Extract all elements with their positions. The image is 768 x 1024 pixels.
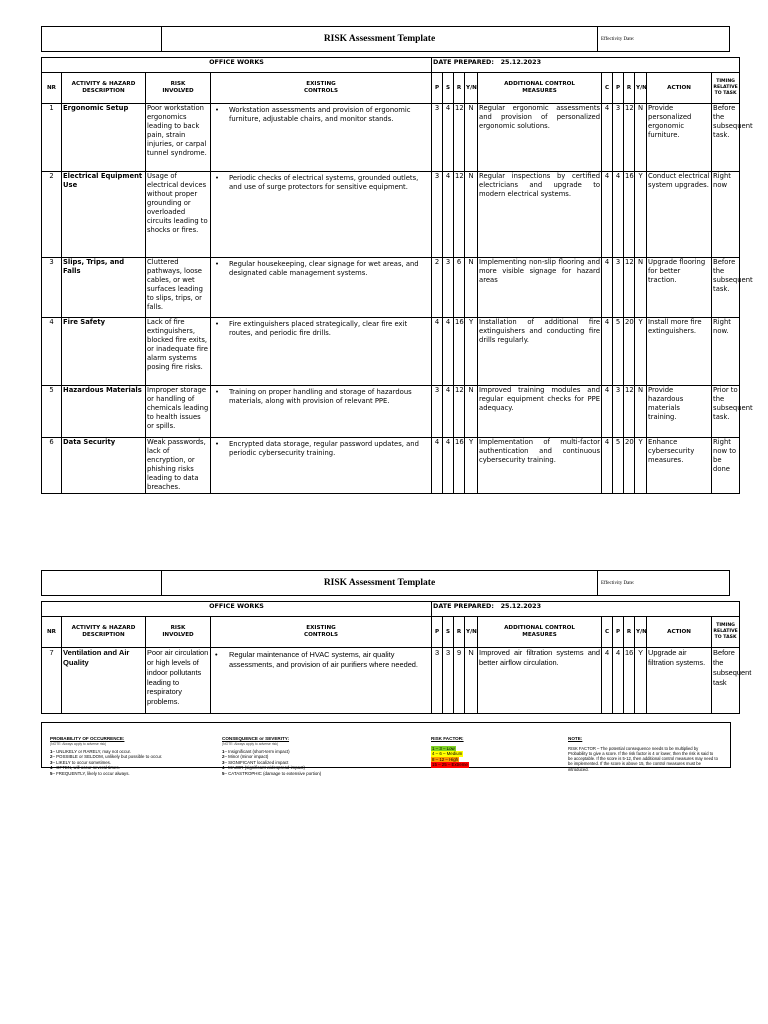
date-prepared-value: 25.12.2023 — [500, 58, 542, 66]
col-r: R — [454, 73, 465, 104]
yn-value: Y — [465, 318, 478, 386]
risk-factor-legend — [431, 736, 501, 768]
risk-table-2 — [41, 601, 752, 714]
timing-text: Right now. — [712, 318, 740, 386]
s-value: 3 — [443, 258, 454, 318]
yn-value: N — [465, 386, 478, 438]
existing-controls — [211, 438, 432, 494]
r2-value: 20 — [624, 438, 635, 494]
p-value: 3 — [432, 104, 443, 172]
r-value: 6 — [454, 258, 465, 318]
col-p: P — [432, 73, 443, 104]
additional-measures: Regular ergonomic assessments and provision of personalized ergonomic solutions. — [478, 104, 602, 172]
yn2-value: Y — [635, 438, 647, 494]
existing-controls — [211, 104, 432, 172]
activity-description: Ergonomic Setup — [62, 104, 146, 172]
effectivity-date-label: Effectivity Date: — [598, 27, 730, 52]
consequence-title: CONSEQUENCE or SEVERITY: — [222, 736, 290, 741]
timing-text: Right now to be done — [712, 438, 740, 494]
col-yn2: Y/N — [635, 73, 647, 104]
yn2-value: N — [635, 104, 647, 172]
p2-value: 3 — [613, 104, 624, 172]
p2-value: 3 — [613, 386, 624, 438]
col-c-2: C — [602, 617, 613, 648]
yn-value: N — [465, 104, 478, 172]
existing-controls-item: • Workstation assessments and provision of ergonomic furniture, adjustable chairs, and monitor stands. — [221, 106, 430, 124]
col-additional: ADDITIONAL CONTROL MEASURES — [478, 73, 602, 104]
col-c: C — [602, 73, 613, 104]
risk-factor-chip: 15 – 25 – Extreme — [432, 762, 468, 768]
existing-controls-item: • Fire extinguishers placed strategically, clear fire exit routes, and periodic fire drills. — [221, 320, 430, 338]
col-yn-2: Y/N — [465, 617, 478, 648]
probability-item: 2– POSSIBLE or SELDOM, unlikely but possible to occur. — [50, 754, 163, 760]
yn2-value: Y — [635, 318, 647, 386]
c-value: 4 — [602, 648, 613, 714]
section-title-2: OFFICE WORKS — [42, 602, 432, 617]
row-nr: 6 — [42, 438, 62, 494]
col-risk: RISK INVOLVED — [146, 73, 211, 104]
consequence-note: (NOTE: Always apply to adverse risk) — [222, 741, 279, 746]
note-title: NOTE: — [568, 736, 583, 741]
additional-measures: Implementing non-slip flooring and more visible signage for hazard areas — [478, 258, 602, 318]
col-r2: R — [624, 73, 635, 104]
existing-controls-item: • Encrypted data storage, regular password updates, and periodic cybersecurity training. — [221, 440, 430, 458]
risk-involved: Poor workstation ergonomics leading to back pain, strain injuries, or carpal tunnel syndrome. — [146, 104, 211, 172]
r2-value: 12 — [624, 104, 635, 172]
p-value: 3 — [432, 386, 443, 438]
col-activity: ACTIVITY & HAZARD DESCRIPTION — [62, 73, 146, 104]
existing-controls — [211, 258, 432, 318]
p-value: 4 — [432, 318, 443, 386]
table-row — [42, 258, 740, 318]
consequence-item: 2– Minor (minor impact) — [222, 754, 269, 760]
risk-involved: Lack of fire extinguishers, blocked fire exits, or inadequate fire alarm systems posing fire risks. — [146, 318, 211, 386]
col-yn: Y/N — [465, 73, 478, 104]
s-value: 3 — [443, 648, 454, 714]
c-value: 4 — [602, 386, 613, 438]
additional-measures: Improved air filtration systems and better airflow circulation. — [478, 648, 602, 714]
additional-measures: Improved training modules and regular equipment checks for PPE adequacy. — [478, 386, 602, 438]
col-p2-2: P — [613, 617, 624, 648]
r2-value: 12 — [624, 386, 635, 438]
r2-value: 16 — [624, 172, 635, 258]
probability-title: PROBABILITY OF OCCURRENCE: — [50, 736, 125, 741]
r-value: 16 — [454, 318, 465, 386]
probability-item: 1– UNLIKELY or RARELY, may not occur. — [50, 748, 131, 754]
col-r2-2: R — [624, 617, 635, 648]
table-row — [42, 172, 740, 258]
col-existing-2: EXISTING CONTROLS — [211, 617, 432, 648]
column-headers-2 — [42, 617, 740, 648]
p2-value: 3 — [613, 258, 624, 318]
s-value: 4 — [443, 318, 454, 386]
row-nr: 1 — [42, 104, 62, 172]
activity-description: Data Security — [62, 438, 146, 494]
existing-controls — [211, 172, 432, 258]
c-value: 4 — [602, 258, 613, 318]
existing-controls — [211, 386, 432, 438]
additional-measures: Implementation of multi-factor authentication and continuous cybersecurity training. — [478, 438, 602, 494]
p-value: 4 — [432, 438, 443, 494]
action-text: Enhance cybersecurity measures. — [647, 438, 712, 494]
probability-item: 4– OFTEN, will occur several times. — [50, 765, 120, 771]
risk-factor-chip: 1 – 3 – Low — [432, 745, 455, 751]
col-nr: NR — [42, 73, 62, 104]
timing-text: Right now — [712, 172, 740, 258]
section-title: OFFICE WORKS — [42, 58, 432, 73]
table-row — [42, 104, 740, 172]
table-row — [42, 386, 740, 438]
date-prepared-value-2: 25.12.2023 — [500, 602, 542, 610]
template-header-2 — [41, 570, 730, 596]
yn2-value: Y — [635, 648, 647, 714]
activity-description: Ventilation and Air Quality — [62, 648, 146, 714]
row-nr: 7 — [42, 648, 62, 714]
c-value: 4 — [602, 172, 613, 258]
p-value: 3 — [432, 172, 443, 258]
consequence-item: 1– Insignificant (short-term impact) — [222, 748, 290, 754]
r-value: 16 — [454, 438, 465, 494]
s-value: 4 — [443, 172, 454, 258]
p-value: 3 — [432, 648, 443, 714]
action-text: Upgrade air filtration systems. — [647, 648, 712, 714]
template-title: RISK Assessment Template — [162, 27, 598, 52]
p2-value: 5 — [613, 318, 624, 386]
p2-value: 4 — [613, 172, 624, 258]
table-row — [42, 438, 740, 494]
col-timing-2: TIMING RELATIVE TO TASK — [712, 617, 740, 648]
risk-template-page-2 — [41, 570, 752, 714]
existing-controls-item: • Periodic checks of electrical systems, grounded outlets, and use of surge protectors for sensitive equipment. — [221, 174, 430, 192]
yn2-value: N — [635, 386, 647, 438]
risk-factor-chip: 4 – 6 – Medium — [432, 751, 463, 757]
logo-cell — [42, 27, 162, 52]
col-action: ACTION — [647, 73, 712, 104]
risk-involved: Poor air circulation or high levels of indoor pollutants leading to respiratory problems. — [146, 648, 211, 714]
column-headers — [42, 73, 740, 104]
consequence-item: 4– MAJOR (significant widespread impact) — [222, 765, 305, 771]
table-row — [42, 318, 740, 386]
action-text: Provide personalized ergonomic furniture. — [647, 104, 712, 172]
r-value: 9 — [454, 648, 465, 714]
risk-table — [41, 57, 753, 494]
yn-value: N — [465, 258, 478, 318]
risk-factor-title: RISK FACTOR: — [431, 736, 464, 741]
probability-item: 5– FREQUENTLY, likely to occur always. — [50, 770, 130, 776]
consequence-item: 3– SIGNIFICANT localized impact — [222, 759, 289, 765]
date-prepared-2 — [432, 602, 740, 617]
risk-involved: Improper storage or handling of chemicals leading to health issues or spills. — [146, 386, 211, 438]
s-value: 4 — [443, 386, 454, 438]
action-text: Upgrade flooring for better traction. — [647, 258, 712, 318]
yn-value: Y — [465, 438, 478, 494]
timing-text: Before the subsequent task. — [712, 104, 740, 172]
template-title-2: RISK Assessment Template — [162, 571, 598, 596]
date-prepared — [432, 58, 740, 73]
probability-legend — [50, 736, 210, 776]
r-value: 12 — [454, 172, 465, 258]
risk-template-page-1 — [41, 26, 753, 494]
activity-description: Slips, Trips, and Falls — [62, 258, 146, 318]
date-prepared-label-2: DATE PREPARED: — [433, 602, 494, 610]
existing-controls-item: • Regular maintenance of HVAC systems, air quality assessments, and provision of air purifiers where needed. — [221, 650, 430, 670]
r-value: 12 — [454, 104, 465, 172]
action-text: Provide hazardous materials training. — [647, 386, 712, 438]
risk-involved: Weak passwords, lack of encryption, or phishing risks leading to data breaches. — [146, 438, 211, 494]
existing-controls — [211, 648, 432, 714]
p2-value: 5 — [613, 438, 624, 494]
activity-description: Fire Safety — [62, 318, 146, 386]
s-value: 4 — [443, 438, 454, 494]
existing-controls-item: • Regular housekeeping, clear signage for wet areas, and designated cable management systems. — [221, 260, 430, 278]
col-timing: TIMING RELATIVE TO TASK — [712, 73, 740, 104]
activity-description: Electrical Equipment Use — [62, 172, 146, 258]
existing-controls — [211, 318, 432, 386]
additional-measures: Regular inspections by certified electricians and upgrade to modern electrical systems. — [478, 172, 602, 258]
legend-box — [41, 722, 731, 776]
row-nr: 2 — [42, 172, 62, 258]
c-value: 4 — [602, 318, 613, 386]
consequence-legend — [222, 736, 412, 776]
risk-factor-chip: 8 – 12 – High — [432, 756, 459, 762]
action-text: Conduct electrical system upgrades. — [647, 172, 712, 258]
col-risk-2: RISK INVOLVED — [146, 617, 211, 648]
yn-value: N — [465, 648, 478, 714]
risk-involved: Cluttered pathways, loose cables, or wet surfaces leading to slips, trips, or falls. — [146, 258, 211, 318]
risk-involved: Usage of electrical devices without proper grounding or overloaded circuits leading to shocks or fires. — [146, 172, 211, 258]
timing-text: Prior to the subsequent task. — [712, 386, 740, 438]
existing-controls-item: • Training on proper handling and storage of hazardous materials, along with provision of relevant PPE. — [221, 388, 430, 406]
col-existing: EXISTING CONTROLS — [211, 73, 432, 104]
yn2-value: N — [635, 258, 647, 318]
date-prepared-label: DATE PREPARED: — [433, 58, 494, 66]
yn-value: N — [465, 172, 478, 258]
note-legend — [568, 736, 718, 772]
col-s-2: S — [443, 617, 454, 648]
col-activity-2: ACTIVITY & HAZARD DESCRIPTION — [62, 617, 146, 648]
logo-cell-2 — [42, 571, 162, 596]
col-yn2-2: Y/N — [635, 617, 647, 648]
yn2-value: Y — [635, 172, 647, 258]
effectivity-date-label-2: Effectivity Date: — [598, 571, 730, 596]
action-text: Install more fire extinguishers. — [647, 318, 712, 386]
c-value: 4 — [602, 104, 613, 172]
table-row — [42, 648, 740, 714]
timing-text: Before the subsequent task. — [712, 258, 740, 318]
timing-text: Before the subsequent task — [712, 648, 740, 714]
col-nr-2: NR — [42, 617, 62, 648]
probability-note: (NOTE: Always apply to adverse risk) — [50, 741, 107, 746]
col-action-2: ACTION — [647, 617, 712, 648]
r2-value: 12 — [624, 258, 635, 318]
r2-value: 16 — [624, 648, 635, 714]
p-value: 2 — [432, 258, 443, 318]
s-value: 4 — [443, 104, 454, 172]
consequence-item: 5– CATASTROPHIC (damage to extensive portion) — [222, 770, 322, 776]
note-text: RISK FACTOR – The potential consequence needs to be multiplied by Probability to give a score. If the risk factor is 4 or lower, then the risk is said to be acceptable. If the score is 5-12, then additional control measures may need to be implemented. If the score is above 15, the control measures must be introduced. — [568, 745, 718, 772]
row-nr: 4 — [42, 318, 62, 386]
additional-measures: Installation of additional fire extinguishers and conducting fire drills regularly. — [478, 318, 602, 386]
r-value: 12 — [454, 386, 465, 438]
col-p2: P — [613, 73, 624, 104]
r2-value: 20 — [624, 318, 635, 386]
col-r-2: R — [454, 617, 465, 648]
col-p-2: P — [432, 617, 443, 648]
activity-description: Hazardous Materials — [62, 386, 146, 438]
row-nr: 3 — [42, 258, 62, 318]
template-header — [41, 26, 730, 52]
p2-value: 4 — [613, 648, 624, 714]
c-value: 4 — [602, 438, 613, 494]
probability-item: 3– LIKELY to occur sometimes. — [50, 759, 112, 765]
col-s: S — [443, 73, 454, 104]
col-additional-2: ADDITIONAL CONTROL MEASURES — [478, 617, 602, 648]
row-nr: 5 — [42, 386, 62, 438]
